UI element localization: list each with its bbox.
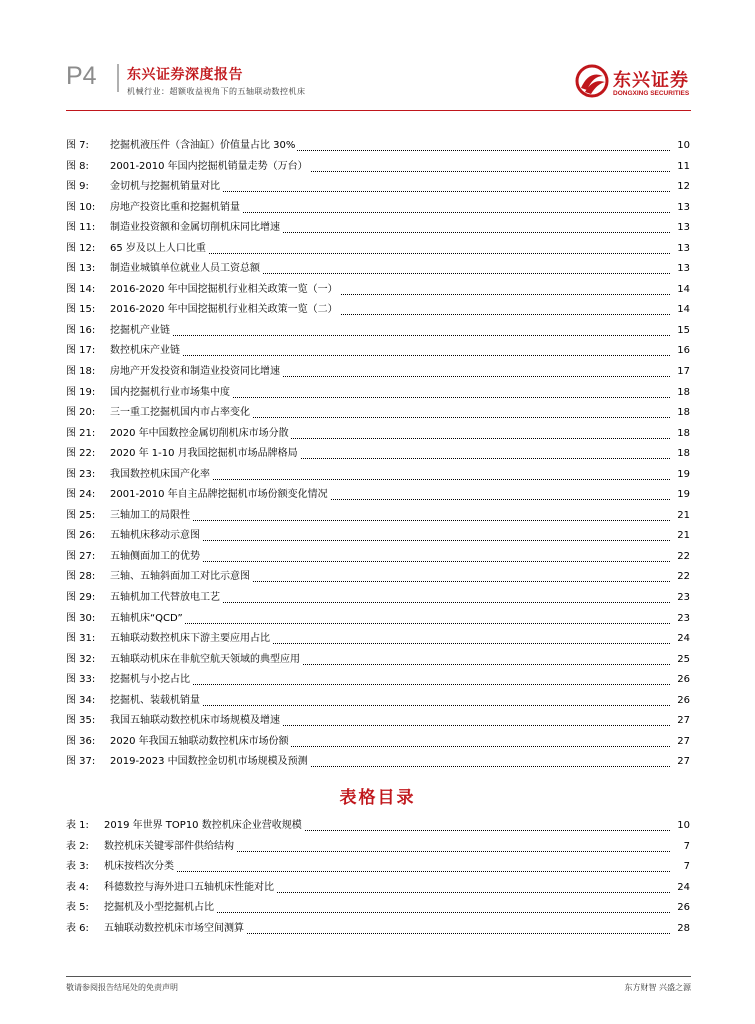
figure-entry[interactable] — [66, 403, 690, 424]
entry-label: 图 20: — [66, 407, 96, 419]
figure-entry[interactable] — [66, 341, 690, 362]
dot-leader — [110, 623, 670, 624]
figure-entry[interactable] — [66, 691, 690, 712]
entry-title: 我国数控机床国产化率 — [110, 465, 212, 486]
entry-title: 2020 年 1-10 月我国挖掘机市场品牌格局 — [110, 444, 300, 465]
table-entry[interactable] — [66, 816, 690, 837]
figure-entry[interactable] — [66, 177, 690, 198]
entry-label: 图 36: — [66, 735, 96, 747]
figure-entry[interactable] — [66, 383, 690, 404]
figure-entry[interactable] — [66, 526, 690, 547]
logo-emblem-icon — [575, 64, 609, 98]
footer-rule — [66, 976, 691, 977]
figure-entry[interactable] — [66, 239, 690, 260]
entry-title: 国内挖掘机行业市场集中度 — [110, 383, 232, 404]
figure-entry[interactable] — [66, 321, 690, 342]
table-entry[interactable] — [66, 878, 690, 899]
figure-entry[interactable] — [66, 609, 690, 630]
entry-title: 挖掘机、装载机销量 — [110, 691, 202, 712]
entry-page: 18 — [675, 403, 690, 424]
entry-title: 五轴机加工代替放电工艺 — [110, 588, 222, 609]
entry-label: 图 14: — [66, 283, 96, 295]
entry-title: 三轴、五轴斜面加工对比示意图 — [110, 567, 252, 588]
figure-entry[interactable] — [66, 136, 690, 157]
figure-entry[interactable] — [66, 629, 690, 650]
entry-page: 28 — [675, 919, 690, 940]
entry-page: 10 — [675, 136, 690, 157]
figure-entry[interactable] — [66, 280, 690, 301]
entry-title: 五轴联动数控机床下游主要应用占比 — [110, 629, 272, 650]
entry-title: 2001-2010 年自主品牌挖掘机市场份额变化情况 — [110, 485, 330, 506]
entry-label: 图 37: — [66, 756, 96, 768]
entry-label: 图 24: — [66, 489, 96, 501]
entry-title: 三一重工挖掘机国内市占率变化 — [110, 403, 252, 424]
entry-page: 18 — [675, 444, 690, 465]
entry-title: 65 岁及以上人口比重 — [110, 239, 208, 260]
entry-title: 我国五轴联动数控机床市场规模及增速 — [110, 711, 282, 732]
tables-heading: 表格目录 — [339, 788, 416, 808]
entry-title: 制造业城镇单位就业人员工资总额 — [110, 259, 262, 280]
entry-label: 图 9: — [66, 181, 89, 193]
entry-page: 14 — [675, 280, 690, 301]
entry-page: 7 — [682, 837, 690, 858]
entry-title: 数控机床关键零部件供给结构 — [104, 837, 236, 858]
figure-entry[interactable] — [66, 732, 690, 753]
table-entry[interactable] — [66, 837, 690, 858]
dot-leader — [110, 335, 670, 336]
entry-page: 23 — [675, 609, 690, 630]
entry-label: 图 10: — [66, 201, 96, 213]
figure-entry[interactable] — [66, 588, 690, 609]
entry-label: 图 35: — [66, 715, 96, 727]
entry-label: 图 25: — [66, 509, 96, 521]
header-rule — [66, 110, 691, 111]
entry-page: 22 — [675, 547, 690, 568]
entry-page: 27 — [675, 732, 690, 753]
entry-label: 图 7: — [66, 140, 89, 151]
logo-text-en: DONGXING SECURITIES — [613, 90, 690, 97]
figure-entry[interactable] — [66, 711, 690, 732]
entry-title: 挖掘机与小挖占比 — [110, 670, 192, 691]
figure-entry[interactable] — [66, 300, 690, 321]
entry-label: 表 1: — [66, 820, 89, 831]
dot-leader — [110, 520, 670, 521]
entry-page: 7 — [682, 857, 690, 878]
figure-entry[interactable] — [66, 670, 690, 691]
entry-title: 五轴侧面加工的优势 — [110, 547, 202, 568]
entry-title: 挖掘机液压件（含油缸）价值量占比 30% — [110, 136, 297, 157]
entry-title: 2001-2010 年国内挖掘机销量走势（万台） — [110, 157, 310, 178]
figure-entry[interactable] — [66, 650, 690, 671]
entry-page: 18 — [675, 424, 690, 445]
table-entry[interactable] — [66, 919, 690, 940]
figure-entry[interactable] — [66, 424, 690, 445]
entry-title: 2020 年我国五轴联动数控机床市场份额 — [110, 732, 291, 753]
entry-page: 16 — [675, 341, 690, 362]
entry-page: 13 — [675, 259, 690, 280]
entry-page: 15 — [675, 321, 690, 342]
entry-page: 10 — [675, 816, 690, 837]
entry-label: 图 33: — [66, 674, 96, 686]
entry-page: 26 — [675, 898, 690, 919]
entry-label: 表 6: — [66, 922, 89, 934]
entry-label: 表 4: — [66, 881, 89, 893]
entry-page: 26 — [675, 691, 690, 712]
entry-page: 27 — [675, 711, 690, 732]
figure-entry[interactable] — [66, 506, 690, 527]
entry-label: 图 18: — [66, 366, 96, 378]
figure-entry[interactable] — [66, 752, 690, 773]
entry-title: 挖掘机产业链 — [110, 321, 172, 342]
entry-page: 14 — [675, 300, 690, 321]
entry-label: 表 5: — [66, 902, 89, 913]
entry-label: 图 8: — [66, 160, 89, 172]
entry-page: 13 — [675, 239, 690, 260]
table-entry[interactable] — [66, 898, 690, 919]
entry-label: 图 23: — [66, 468, 96, 480]
entry-label: 表 2: — [66, 840, 89, 852]
entry-title: 制造业投资额和金属切削机床同比增速 — [110, 218, 282, 239]
entry-page: 18 — [675, 383, 690, 404]
entry-label: 图 17: — [66, 345, 96, 357]
entry-title: 2019 年世界 TOP10 数控机床企业营收规模 — [104, 816, 304, 837]
entry-page: 19 — [675, 465, 690, 486]
entry-page: 26 — [675, 670, 690, 691]
figure-list — [66, 136, 690, 773]
entry-title: 房地产投资比重和挖掘机销量 — [110, 198, 242, 219]
entry-page: 13 — [675, 198, 690, 219]
entry-label: 图 21: — [66, 427, 96, 439]
entry-title: 2016-2020 年中国挖掘机行业相关政策一览（二） — [110, 300, 340, 321]
entry-label: 图 16: — [66, 324, 96, 336]
figure-entry[interactable] — [66, 465, 690, 486]
entry-title: 五轴机床“QCD” — [110, 609, 185, 630]
entry-title: 金切机与挖掘机销量对比 — [110, 177, 222, 198]
report-title: 东兴证券深度报告 — [127, 67, 243, 83]
entry-title: 五轴联动数控机床市场空间测算 — [104, 919, 246, 940]
entry-label: 图 29: — [66, 592, 96, 604]
dot-leader — [104, 871, 670, 872]
logo-text-cn: 东兴证券 — [613, 70, 689, 91]
footer-disclaimer: 敬请参阅报告结尾处的免责声明 — [66, 983, 178, 992]
entry-page: 12 — [675, 177, 690, 198]
entry-label: 图 28: — [66, 571, 96, 583]
entry-label: 图 27: — [66, 550, 96, 562]
page-number: P4 — [66, 62, 97, 90]
entry-label: 图 19: — [66, 386, 96, 398]
table-list — [66, 816, 690, 939]
entry-page: 24 — [675, 878, 690, 899]
entry-label: 图 31: — [66, 633, 96, 645]
figure-entry[interactable] — [66, 259, 690, 280]
entry-title: 2020 年中国数控金属切削机床市场分散 — [110, 424, 291, 445]
entry-label: 图 12: — [66, 242, 96, 254]
figure-entry[interactable] — [66, 198, 690, 219]
figure-entry[interactable] — [66, 485, 690, 506]
entry-title: 五轴联动机床在非航空航天领域的典型应用 — [110, 650, 302, 671]
entry-title: 科德数控与海外进口五轴机床性能对比 — [104, 878, 276, 899]
table-entry[interactable] — [66, 857, 690, 878]
entry-label: 图 26: — [66, 530, 96, 542]
entry-label: 表 3: — [66, 861, 89, 872]
entry-page: 11 — [675, 157, 690, 178]
company-logo — [575, 64, 695, 104]
figure-entry[interactable] — [66, 444, 690, 465]
entry-title: 五轴机床移动示意图 — [110, 526, 202, 547]
entry-title: 三轴加工的局限性 — [110, 506, 192, 527]
entry-page: 19 — [675, 485, 690, 506]
entry-page: 17 — [675, 362, 690, 383]
entry-label: 图 34: — [66, 694, 96, 706]
header-divider — [117, 64, 119, 92]
entry-label: 图 32: — [66, 653, 96, 665]
entry-label: 图 15: — [66, 304, 96, 316]
entry-title: 2016-2020 年中国挖掘机行业相关政策一览（一） — [110, 280, 340, 301]
entry-title: 数控机床产业链 — [110, 341, 182, 362]
entry-page: 23 — [675, 588, 690, 609]
entry-page: 25 — [675, 650, 690, 671]
figure-entry[interactable] — [66, 547, 690, 568]
figure-entry[interactable] — [66, 362, 690, 383]
entry-title: 房地产开发投资和制造业投资同比增速 — [110, 362, 282, 383]
entry-page: 21 — [675, 506, 690, 527]
footer-slogan: 东方财智 兴盛之源 — [624, 983, 691, 992]
entry-label: 图 22: — [66, 448, 96, 460]
entry-page: 27 — [675, 752, 690, 773]
entry-page: 24 — [675, 629, 690, 650]
dot-leader — [110, 684, 670, 685]
report-subtitle: 机械行业：超额收益视角下的五轴联动数控机床 — [127, 87, 306, 96]
entry-page: 21 — [675, 526, 690, 547]
entry-title: 机床按档次分类 — [104, 857, 176, 878]
dot-leader — [110, 355, 670, 356]
entry-page: 13 — [675, 218, 690, 239]
entry-label: 图 30: — [66, 612, 96, 624]
figure-entry[interactable] — [66, 218, 690, 239]
figure-entry[interactable] — [66, 157, 690, 178]
figure-entry[interactable] — [66, 567, 690, 588]
entry-title: 挖掘机及小型挖掘机占比 — [104, 898, 216, 919]
entry-label: 图 13: — [66, 263, 96, 275]
entry-label: 图 11: — [66, 222, 96, 234]
page-header — [0, 0, 755, 112]
entry-page: 22 — [675, 567, 690, 588]
entry-title: 2019-2023 中国数控金切机市场规模及预测 — [110, 752, 310, 773]
